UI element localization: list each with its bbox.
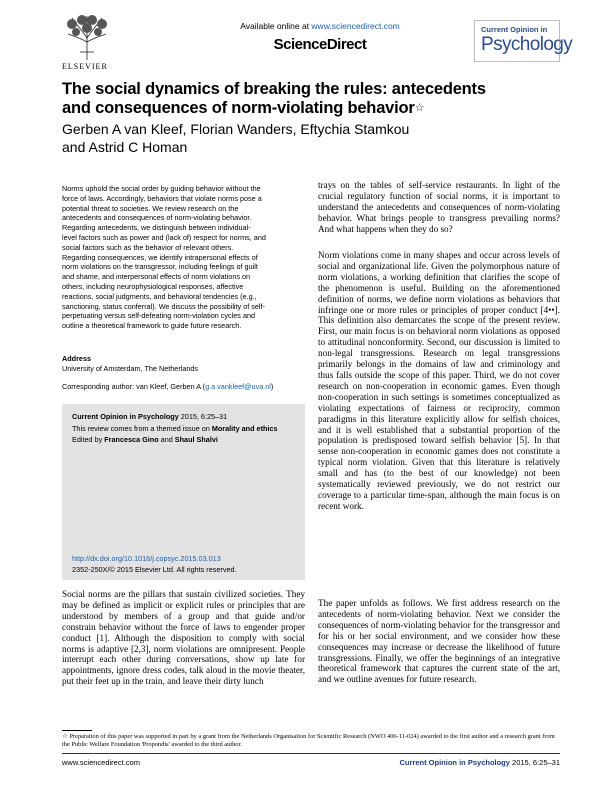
infobox-editor-2: Shaul Shalvi xyxy=(174,435,218,444)
abstract xyxy=(62,184,305,331)
infobox-edited-and: and xyxy=(158,435,175,444)
infobox-edited-prefix: Edited by xyxy=(72,435,105,444)
article-title xyxy=(62,80,562,118)
infobox-editor-1: Francesca Gino xyxy=(104,435,159,444)
elsevier-tree-logo xyxy=(62,12,112,62)
abstract-line: sanctioning, status conferral). We discuss the possibility of self- xyxy=(62,301,265,311)
abstract-line: and shame, and interpersonal effects of norm violations on xyxy=(62,272,251,282)
infobox-editors xyxy=(72,435,297,445)
body-right-column-p2 xyxy=(318,250,560,512)
publisher-wordmark: ELSEVIER xyxy=(62,62,108,71)
corresponding-email-link[interactable]: g.a.vankleef@uva.nl xyxy=(205,382,271,391)
footer-citation xyxy=(400,758,560,767)
sciencedirect-link[interactable]: www.sciencedirect.com xyxy=(311,21,400,31)
article-info-box xyxy=(62,404,305,580)
corresponding-suffix: ) xyxy=(270,382,274,391)
footnote-rule xyxy=(62,730,92,731)
abstract-line: social factors such as the behavior of relevant others. xyxy=(62,242,234,252)
platform-name: ScienceDirect xyxy=(273,36,367,53)
authors-line-2: and Astrid C Homan xyxy=(62,139,188,155)
infobox-doi xyxy=(72,554,297,564)
abstract-line: Regarding consequences, we identify intrapersonal effects of xyxy=(62,252,258,262)
footer-citation-text: 2015, 6:25–31 xyxy=(509,758,560,767)
infobox-copyright: 2352-250X/© 2015 Elsevier Ltd. All rights reserved. xyxy=(72,565,237,574)
title-line-2: and consequences of norm-violating behavior xyxy=(62,99,415,117)
corresponding-author xyxy=(62,382,273,391)
footer-rule xyxy=(62,753,560,754)
body-paragraph-right-2: Norm violations come in many shapes and occur across levels of social and organizational life. Given the polymorphous nature of norm violations, a working definition that clarifies the scope of the phenomenon is useful. Building on the aforementioned definition of norms, we define norm violations as behaviors that infringe one or more rules or principles of proper conduct [4••]. This definition also demarcates the scope of the present review. First, our main focus is on behavioral norm violations as opposed to attitudinal nonconformity. Second, our discussion is limited to non-legal transgressions. Research on legal transgressions primarily belongs in the domains of law and criminology and thus falls outside the scope of this paper. Third, we do not cover research on non-cooperation in economic games. Even though non-cooperation in such settings is sometimes conceptualized as violating expectations of fairness or reciprocity, common paradigms in this literature explicitly allow for selfish choices, and it is well established that a substantial proportion of the population is predisposed toward selfish behavior [5]. In that sense non-cooperation in economic games does not constitute a typical norm violation. Given that this literature is relatively small and has (to the best of our knowledge) not been systematically reviewed previously, we do not restrict our coverage to a particular time-span, although the main focus is on recent work. xyxy=(318,250,560,511)
abstract-line: level factors such as power and (lack of) respect for norms, and xyxy=(62,232,266,242)
doi-link[interactable]: http://dx.doi.org/10.1016/j.copsyc.2015.03.013 xyxy=(72,554,221,563)
footer-journal: Current Opinion in Psychology xyxy=(399,758,510,767)
infobox-citation-text: 2015, 6:25–31 xyxy=(178,412,228,421)
abstract-line: perpetuating versus self-defeating norm-violation cycles and xyxy=(62,311,256,321)
journal-badge-main: Psychology xyxy=(481,34,573,55)
corresponding-prefix: Corresponding author: van Kleef, Gerben A ( xyxy=(62,382,206,391)
abstract-line: potential threat to societies. We review research on the xyxy=(62,203,239,213)
author-list xyxy=(62,120,562,156)
abstract-line: norm violations on the transgressor, including feelings of guilt xyxy=(62,262,258,272)
abstract-line: force of laws. Accordingly, behaviors that violate norms pose a xyxy=(62,193,262,203)
infobox-issue xyxy=(72,424,297,434)
available-prefix: Available online at xyxy=(240,21,312,31)
abstract-line: antecedents and consequences of norm-violating behavior. xyxy=(62,213,252,223)
abstract-line: reactions, social judgments, and behavioral tendencies (e.g., xyxy=(62,291,257,301)
journal-badge xyxy=(474,20,573,62)
abstract-line: Norms uphold the social order by guiding behavior without the xyxy=(62,184,261,193)
abstract-line: outline a theoretical framework to guide future research. xyxy=(62,321,242,331)
title-line-1: The social dynamics of breaking the rules: antecedents xyxy=(62,80,486,98)
body-paragraph-right-3: The paper unfolds as follows. We first address research on the antecedents of norm-violating behavior. Next we consider the consequences of norm-violating behavior for the transgressor and for his or her social environment, and we consider how these consequences may increase or decrease the likelihood of future transgressions. Finally, we offer the beginnings of an integrative theoretical framework that captures the current state of the art, and we outline avenues for future research. xyxy=(318,598,560,685)
infobox-issue-theme: Morality and ethics xyxy=(211,424,278,433)
infobox-issue-prefix: This review comes from a themed issue on xyxy=(72,424,212,433)
body-right-column-p3 xyxy=(318,598,560,685)
abstract-line: Regarding antecedents, we distinguish between individual- xyxy=(62,223,251,233)
authors-line-1: Gerben A van Kleef, Florian Wanders, Eftychia Stamkou xyxy=(62,121,410,137)
available-online-line xyxy=(200,21,440,31)
abstract-line: others, including neurophysiological responses, affective xyxy=(62,281,244,291)
body-right-column-p1 xyxy=(318,180,560,235)
address-heading: Address xyxy=(62,354,92,363)
body-left-column xyxy=(62,589,305,687)
title-footnote-mark[interactable]: ☆ xyxy=(414,102,425,114)
footnote: ☆ Preparation of this paper was supported in part by a grant from the Netherlands Organisation for Scientific Research (NWO 406-11-024) awarded to the first author and a research grant from the Public Welfare Foundation 'Propondis' awarded to the third author. xyxy=(62,733,555,748)
body-paragraph-left: Social norms are the pillars that sustain civilized societies. They may be defined as implicit or explicit rules or principles that are understood by members of a group and that guide and/or constrain behavior without the force of laws to engender proper conduct [1]. Although the disposition to comply with social norms is adaptive [2,3], norm violations are omnipresent. People interrupt each other during conversations, show up late for appointments, ignore dress codes, talk aloud in the movie theater, put their feet up in the train, and leave their dirty lunch xyxy=(62,589,305,687)
address-text: University of Amsterdam, The Netherlands xyxy=(62,364,199,373)
infobox-journal: Current Opinion in Psychology xyxy=(72,412,179,421)
footer-website: www.sciencedirect.com xyxy=(62,758,140,767)
body-paragraph-right-1: trays on the tables of self-service restaurants. In light of the crucial regulatory function of social norms, it is important to understand the antecedents and consequences of norm-violating behavior. What brings people to transgress prevailing norms? And what happens when they do so? xyxy=(318,180,560,234)
infobox-citation xyxy=(72,412,297,422)
journal-badge-top: Current Opinion in xyxy=(481,25,548,34)
